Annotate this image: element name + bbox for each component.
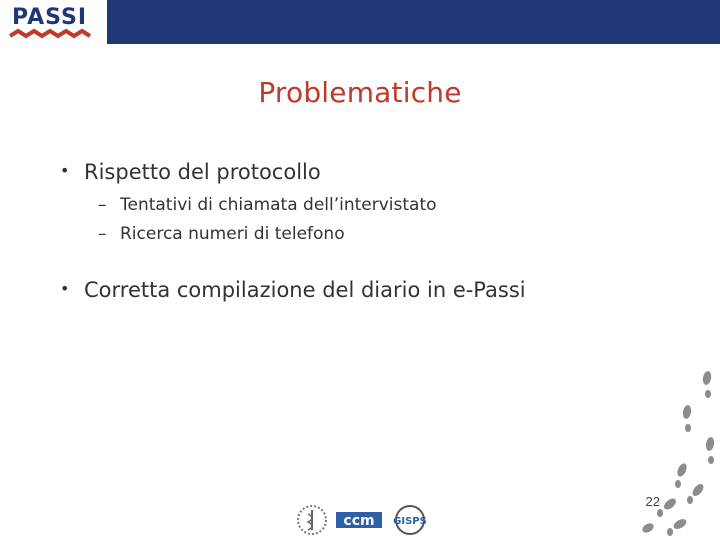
page-number: 22 bbox=[645, 494, 660, 509]
bullet-text: Rispetto del protocollo bbox=[84, 160, 321, 184]
footer-logos bbox=[292, 500, 452, 540]
bullet-dot: • bbox=[60, 161, 70, 180]
sub-bullet-text: Ricerca numeri di telefono bbox=[120, 224, 345, 244]
sub-bullet-text: Tentativi di chiamata dell’intervistato bbox=[120, 195, 437, 215]
svg-text:GISPS: GISPS bbox=[393, 516, 427, 527]
bullet-item bbox=[60, 160, 321, 184]
ccm-logo bbox=[336, 512, 382, 529]
slide-title: Problematiche bbox=[258, 76, 462, 109]
sub-bullet-item bbox=[98, 224, 345, 244]
gisps-logo bbox=[393, 506, 427, 534]
passi-logo bbox=[4, 0, 104, 44]
bullet-text: Corretta compilazione del diario in e-Passi bbox=[84, 278, 526, 302]
header-band bbox=[107, 0, 720, 44]
footprints-decoration bbox=[640, 368, 720, 540]
bullet-dot: • bbox=[60, 279, 70, 298]
sub-bullet-dash: – bbox=[98, 195, 107, 215]
svg-text:ccm: ccm bbox=[343, 513, 375, 529]
bullet-item bbox=[60, 278, 526, 302]
iss-seal-logo bbox=[298, 506, 326, 534]
sub-bullet-item bbox=[98, 195, 437, 215]
svg-text:PASSI: PASSI bbox=[12, 5, 88, 30]
sub-bullet-dash: – bbox=[98, 224, 107, 244]
